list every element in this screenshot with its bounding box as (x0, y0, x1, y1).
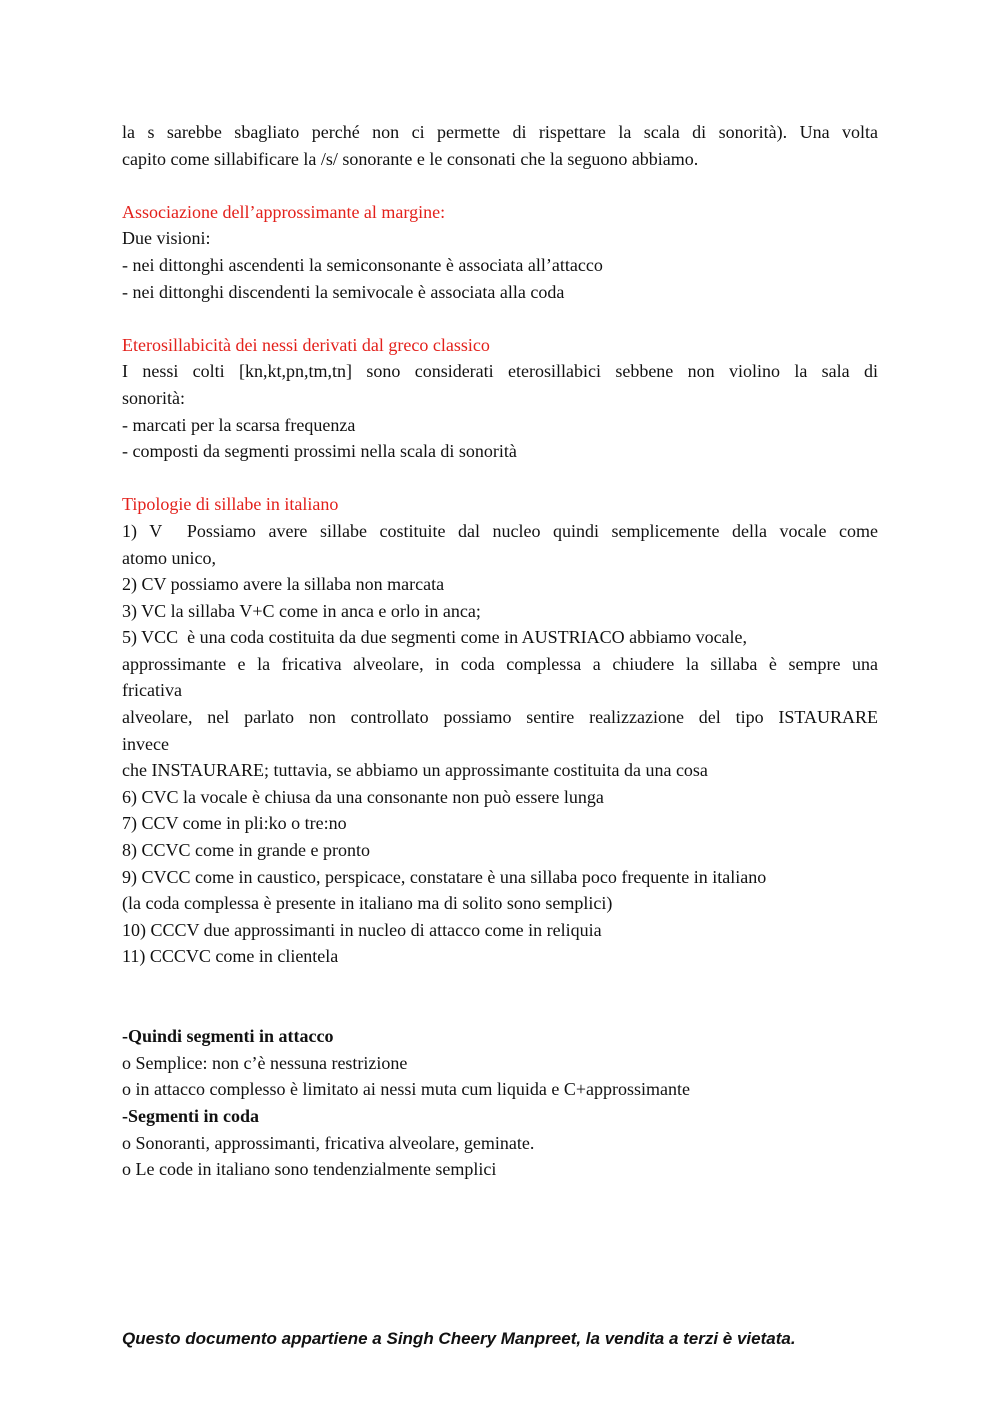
spacer (122, 465, 878, 492)
list-item: o Sonoranti, approssimanti, fricativa alveolare, geminate. (122, 1132, 535, 1153)
document-body (122, 119, 878, 1183)
list-item: 8) CCVC come in grande e pronto (122, 840, 370, 861)
paragraph-line: I nessi colti [kn,kt,pn,tm,tn] sono considerati eterosillabici sebbene non violino la sala di (122, 361, 878, 382)
list-item: - nei dittonghi discendenti la semivocale è associata alla coda (122, 281, 565, 302)
list-item: 9) CVCC come in caustico, perspicace, constatare è una sillaba poco frequente in italiano (122, 866, 767, 887)
list-item: - composti da segmenti prossimi nella scala di sonorità (122, 441, 517, 462)
list-item: o in attacco complesso è limitato ai nessi muta cum liquida e C+approssimante (122, 1079, 691, 1100)
ownership-footer: Questo documento appartiene a Singh Cheery Manpreet, la vendita a terzi è vietata. (122, 1329, 796, 1348)
list-item: Due visioni: (122, 228, 211, 249)
list-item: 2) CV possiamo avere la sillaba non marcata (122, 574, 445, 595)
list-item: 7) CCV come in pli:ko o tre:no (122, 813, 347, 834)
list-item: fricativa (122, 680, 182, 701)
intro-line-2: capito come sillabificare la /s/ sonorante e le consonati che la seguono abbiamo. (122, 148, 699, 169)
list-item: - nei dittonghi ascendenti la semiconsonante è associata all’attacco (122, 254, 603, 275)
summary-heading-coda: -Segmenti in coda (122, 1105, 259, 1126)
intro-line-1: la s sarebbe sbagliato perché non ci permette di rispettare la scala di sonorità). Una volta (122, 122, 878, 142)
summary-heading-attacco: -Quindi segmenti in attacco (122, 1026, 334, 1047)
list-item: - marcati per la scarsa frequenza (122, 414, 356, 435)
spacer (122, 172, 878, 199)
list-item: 11) CCCVC come in clientela (122, 946, 339, 967)
list-item: 10) CCCV due approssimanti in nucleo di attacco come in reliquia (122, 919, 602, 940)
list-item: 1) V Possiamo avere sillabe costituite dal nucleo quindi semplicemente della vocale come (122, 520, 878, 541)
list-item: che INSTAURARE; tuttavia, se abbiamo un approssimante costituita da una cosa (122, 760, 708, 781)
spacer (122, 970, 878, 1023)
list-item: alveolare, nel parlato non controllato possiamo sentire realizzazione del tipo ISTAURARE (122, 707, 878, 728)
section-heading-approssimante: Associazione dell’approssimante al margine: (122, 201, 446, 222)
list-item: o Semplice: non c’è nessuna restrizione (122, 1052, 408, 1073)
list-item: 3) VC la sillaba V+C come in anca e orlo in anca; (122, 600, 481, 621)
list-item: (la coda complessa è presente in italiano ma di solito sono semplici) (122, 893, 613, 914)
list-item: 5) VCC è una coda costituita da due segmenti come in AUSTRIACO abbiamo vocale, (122, 627, 748, 648)
list-item: approssimante e la fricativa alveolare, in coda complessa a chiudere la sillaba è sempre una (122, 653, 878, 674)
list-item: o Le code in italiano sono tendenzialmente semplici (122, 1159, 497, 1180)
section-heading-eterosillabicita: Eterosillabicità dei nessi derivati dal greco classico (122, 334, 490, 355)
spacer (122, 305, 878, 332)
list-item: invece (122, 733, 169, 754)
section-heading-tipologie: Tipologie di sillabe in italiano (122, 494, 339, 515)
list-item: 6) CVC la vocale è chiusa da una consonante non può essere lunga (122, 786, 604, 807)
list-item: atomo unico, (122, 547, 216, 568)
paragraph-line: sonorità: (122, 387, 185, 408)
